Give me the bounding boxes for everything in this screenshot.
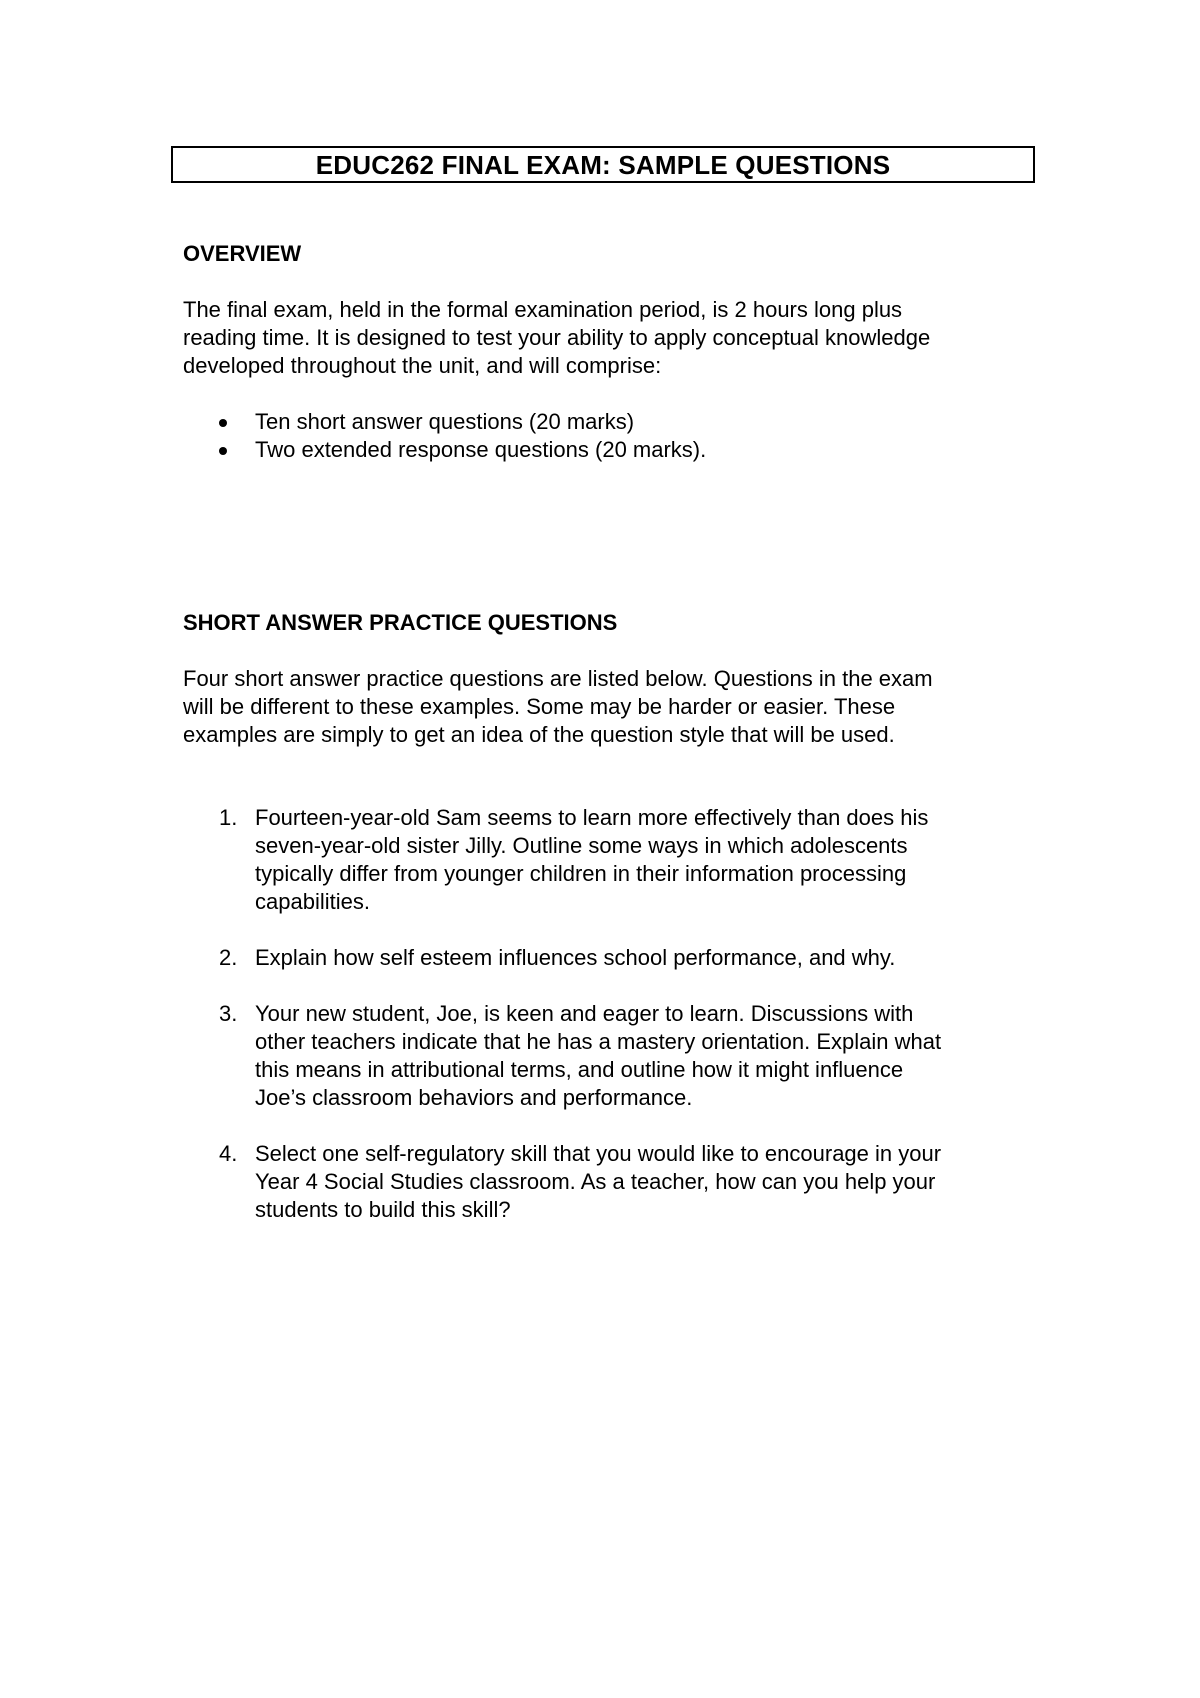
- question-line: other teachers indicate that he has a mastery orientation. Explain what: [255, 1029, 942, 1054]
- bullet-icon: [219, 447, 227, 455]
- question-line: typically differ from younger children in their information processing: [255, 861, 907, 886]
- exam-components-list: [183, 408, 706, 464]
- question-line: Explain how self esteem influences school performance, and why.: [255, 945, 896, 970]
- short-answer-intro: [183, 665, 1053, 749]
- intro-line: will be different to these examples. Some may be harder or easier. These: [183, 694, 896, 719]
- intro-line: Four short answer practice questions are listed below. Questions in the exam: [183, 666, 933, 691]
- overview-heading: OVERVIEW: [183, 241, 302, 266]
- question-number: 3.: [219, 1001, 238, 1026]
- question-line: Joe’s classroom behaviors and performance.: [255, 1085, 693, 1110]
- question-item: [183, 804, 1043, 916]
- intro-line: examples are simply to get an idea of the question style that will be used.: [183, 722, 895, 747]
- question-line: capabilities.: [255, 889, 370, 914]
- question-item: [183, 944, 1043, 972]
- question-line: Year 4 Social Studies classroom. As a teacher, how can you help your: [255, 1169, 936, 1194]
- question-line: this means in attributional terms, and outline how it might influence: [255, 1057, 904, 1082]
- short-answer-heading: SHORT ANSWER PRACTICE QUESTIONS: [183, 610, 618, 635]
- overview-line: developed throughout the unit, and will comprise:: [183, 353, 662, 378]
- question-item: [183, 1000, 1043, 1112]
- question-item: [183, 1140, 1043, 1224]
- bullet-icon: [219, 419, 227, 427]
- question-line: seven-year-old sister Jilly. Outline some ways in which adolescents: [255, 833, 908, 858]
- overview-line: The final exam, held in the formal examination period, is 2 hours long plus: [183, 297, 903, 322]
- question-line: Your new student, Joe, is keen and eager to learn. Discussions with: [255, 1001, 914, 1026]
- question-line: Select one self-regulatory skill that you would like to encourage in your: [255, 1141, 942, 1166]
- question-number: 1.: [219, 805, 238, 830]
- list-item: [183, 436, 706, 464]
- overview-paragraph: [183, 296, 1053, 380]
- list-item-text: Ten short answer questions (20 marks): [255, 409, 635, 434]
- overview-line: reading time. It is designed to test your ability to apply conceptual knowledge: [183, 325, 931, 350]
- question-number: 2.: [219, 945, 238, 970]
- list-item: [183, 408, 706, 436]
- question-line: Fourteen-year-old Sam seems to learn more effectively than does his: [255, 805, 929, 830]
- question-line: students to build this skill?: [255, 1197, 511, 1222]
- practice-questions-list: [183, 804, 1043, 1224]
- question-number: 4.: [219, 1141, 238, 1166]
- document-title: EDUC262 FINAL EXAM: SAMPLE QUESTIONS: [315, 149, 891, 180]
- title-box: [171, 146, 1035, 183]
- list-item-text: Two extended response questions (20 marks).: [255, 437, 707, 462]
